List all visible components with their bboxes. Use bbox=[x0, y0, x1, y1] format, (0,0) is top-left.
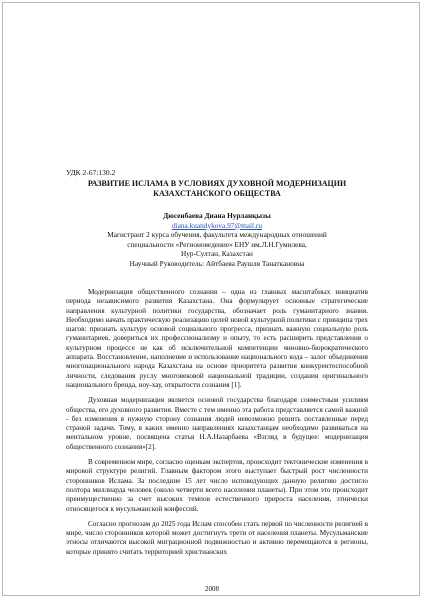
paragraph: Модернизация общественного сознания – одна из главных масштабных инициатив периода независимого развития Казахстана. Она формулирует основные стратегические направления культурной политики государства, обозначает роль гуманитарного знания. Необходимо начать практическую реализацию целей новой культурной политики с принципа трех шагов: признать культуру основой социального прогресса, признать важную социальную роль гуманитариев, довериться их профессионализму и опыту, то есть расширить представления о культурном процессе не как об исключительной компетенции чиновно-бюрократического аппарата. Восстановление, наполнение и использование национального кода – залог объединения многонационального народа Казахстана на основе приоритета развития конкурентоспособной личности, следования руслу многовековой национальной традиции, создания оригинального национального бренда, ноу-хау, открытости сознания [1]. bbox=[66, 288, 368, 389]
author-location: Нур-Султан, Казахстан bbox=[181, 249, 253, 259]
article-title bbox=[66, 179, 368, 199]
page-number: 2008 bbox=[205, 585, 219, 593]
author-name: Дюсенбаева Диана Нурланқызы bbox=[163, 211, 271, 220]
paragraph: В современном мире, согласно оценкам экспертов, происходит тектонические изменения в мировой структуре религий. Главным фактором этого выступает быстрый рост численности сторонников Ислама. За последние 15 лет число исповедующих данную религию достигло полтора миллиарда человек (около четверти всего населения планеты). При этом это происходит преимущественно за счет высоких темпов естественного прироста населения, этнически относящегося к мусульманской конфессий. bbox=[66, 458, 368, 513]
paragraph: Духовная модернизация является основой государства благодаря совместным усилиям общества, его духовного развития. Вместе с тем именно эта работа представляется самой важной - без изменения в нужную сторону сознания людей невозможно решить поставленные перед страной задачи. Тому, в каких именно направлениях казахстанцам необходимо развиваться на ментальном уровне, посвящена статья Н.А.Назарбаева «Взгляд в будущее: модернизация общественного сознания»[2]. bbox=[66, 396, 368, 451]
author-affiliation: Магистрант 2 курса обучения, факультета международных отношений bbox=[107, 230, 327, 240]
title-line: КАЗАХСТАНСКОГО ОБЩЕСТВА bbox=[153, 189, 281, 198]
author-email-link[interactable]: diana.kuandykova.97@mail.ru bbox=[171, 220, 262, 230]
author-block bbox=[66, 211, 368, 269]
author-specialty: специальности «Регионоведение» ЕНУ им.Л.Н.Гумилева, bbox=[127, 239, 307, 249]
title-line: РАЗВИТИЕ ИСЛАМА В УСЛОВИЯХ ДУХОВНОЙ МОДЕРНИЗАЦИИ bbox=[87, 179, 347, 188]
udk-code: УДК 2-67:130.2 bbox=[66, 168, 116, 177]
paragraph: Согласно прогнозам до 2025 года Ислам способен стать первой по численности религией в мире, число сторонников которой может достигнуть трети от населения планеты. Мусульманские этносы отличаются высокой миграционной подвижностью и активно перемещаются в регионы, которые принято считать территорией христианских bbox=[66, 519, 368, 556]
article-body bbox=[66, 288, 368, 563]
supervisor: Научный Руководитель: Айтбаева Раушля Танаткановна bbox=[129, 258, 305, 268]
